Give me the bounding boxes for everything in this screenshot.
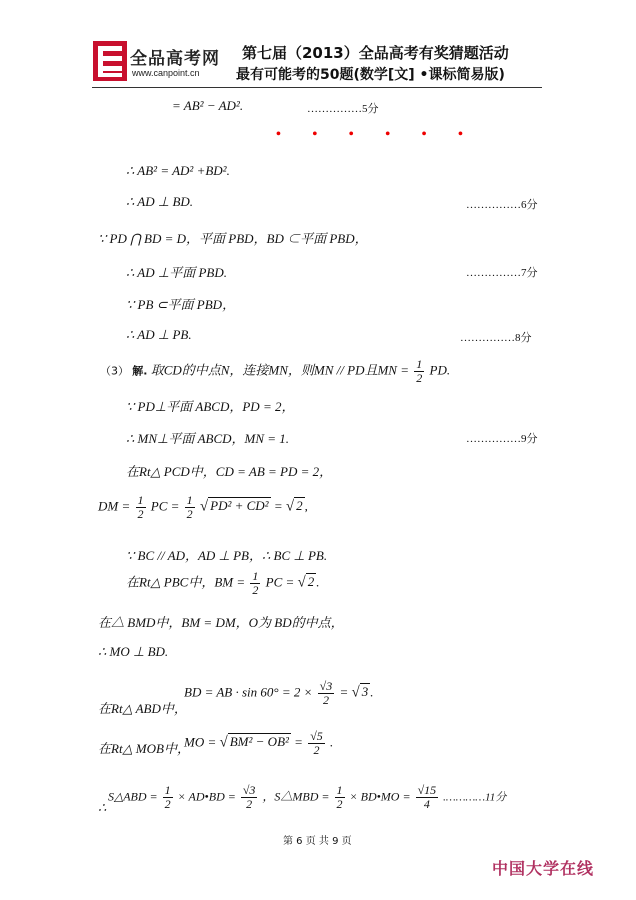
header-subtitle: 最有可能考的50题(数学[文] •课标简易版) <box>236 67 505 83</box>
line-17-label: 在Rt△ ABD中， <box>98 701 187 716</box>
line-8-tail: PD. <box>429 362 451 378</box>
header-title: 第七届（2013）全品高考有奖猜题活动 <box>242 44 509 62</box>
line-6: ∵ PB ⊂平面 PBD， <box>126 297 236 312</box>
line-7: ∴ AD ⊥ PB. <box>126 327 192 342</box>
line-1: = AB² − AD². <box>172 98 244 113</box>
line-14: 在Rt△ PBC中，BM = $\frac{1}{2}$ PC = √ 2 . <box>126 569 320 597</box>
line-12: DM = $\frac{1}{2}$ PC = $\frac{1}{2}$ √ PD² + CD² = √ 2 , <box>98 493 308 521</box>
fraction: $\frac{√3}{2}$ <box>319 679 333 707</box>
line-13: ∵ BC // AD，AD ⊥ PB，∴ BC ⊥ PB. <box>126 548 328 563</box>
fraction: $\frac{1}{2}$ <box>416 357 423 385</box>
fraction: $\frac{1}{2}$ <box>137 493 144 521</box>
therefore-symbol: ∴ <box>98 800 107 815</box>
fraction: $\frac{√3}{2}$ <box>242 783 256 811</box>
score-7: ……………7分 <box>466 267 538 279</box>
page-number: 第 6 页 共 9 页 <box>283 836 352 847</box>
fraction: $\frac{1}{2}$ <box>164 783 171 811</box>
section-separator: • • • • • • <box>276 127 477 142</box>
line-15: 在△ BMD中，BM = DM，O为 BD的中点， <box>98 615 344 630</box>
line-19: S△ABD = $\frac{1}{2}$ × AD•BD = $\frac{√3}{2}$ ，S△MBD = $\frac{1}{2}$ × BD•MO = $\frac{√15}{4}$ .…………11分 <box>108 783 507 811</box>
line-10: ∴ MN⊥平面 ABCD，MN = 1. <box>126 431 290 446</box>
logo-icon <box>92 40 128 82</box>
line-16: ∴ MO ⊥ BD. <box>98 644 169 659</box>
score-5: ……………5分 <box>307 103 379 115</box>
line-4: ∵ PD ⋂ BD = D，平面 PBD，BD ⊂平面 PBD， <box>98 231 368 246</box>
line-3: ∴ AD ⊥ BD. <box>126 194 194 209</box>
fraction: $\frac{1}{2}$ <box>252 569 259 597</box>
line-17: BD = AB · sin 60° = 2 × $\frac{√3}{2}$ = √ 3 . <box>184 679 374 707</box>
part-number: （3） <box>100 364 129 378</box>
score-11: .…………11分 <box>443 791 507 804</box>
fraction: $\frac{1}{2}$ <box>186 493 193 521</box>
line-11: 在Rt△ PCD中，CD = AB = PD = 2， <box>126 464 333 479</box>
line-18-label: 在Rt△ MOB中， <box>98 741 190 756</box>
fraction: $\frac{√15}{4}$ <box>417 783 437 811</box>
line-2: ∴ AB² = AD² +BD². <box>126 163 230 178</box>
watermark: 中国大学在线 <box>492 859 595 878</box>
logo-text: 全品高考网 <box>130 49 220 69</box>
score-6: ……………6分 <box>466 199 538 211</box>
solution-label: 解. <box>132 364 148 378</box>
radicand: PD² + CD² <box>210 498 269 514</box>
fraction: $\frac{√5}{2}$ <box>310 729 323 757</box>
score-8: ……………8分 <box>460 332 532 344</box>
line-5: ∴ AD ⊥平面 PBD. <box>126 265 227 280</box>
line-8 <box>100 358 450 385</box>
line-8-text: 取CD的中点N，连接MN，则MN // PD且MN = <box>150 362 409 378</box>
score-9: ……………9分 <box>466 433 538 445</box>
logo-url: www.canpoint.cn <box>132 68 200 78</box>
line-9: ∵ PD⊥平面 ABCD，PD = 2， <box>126 399 295 414</box>
fraction: $\frac{1}{2}$ <box>336 783 343 811</box>
line-18: MO = √ BM² − OB² = $\frac{√5}{2}$ . <box>184 729 334 757</box>
header-divider <box>92 87 542 88</box>
